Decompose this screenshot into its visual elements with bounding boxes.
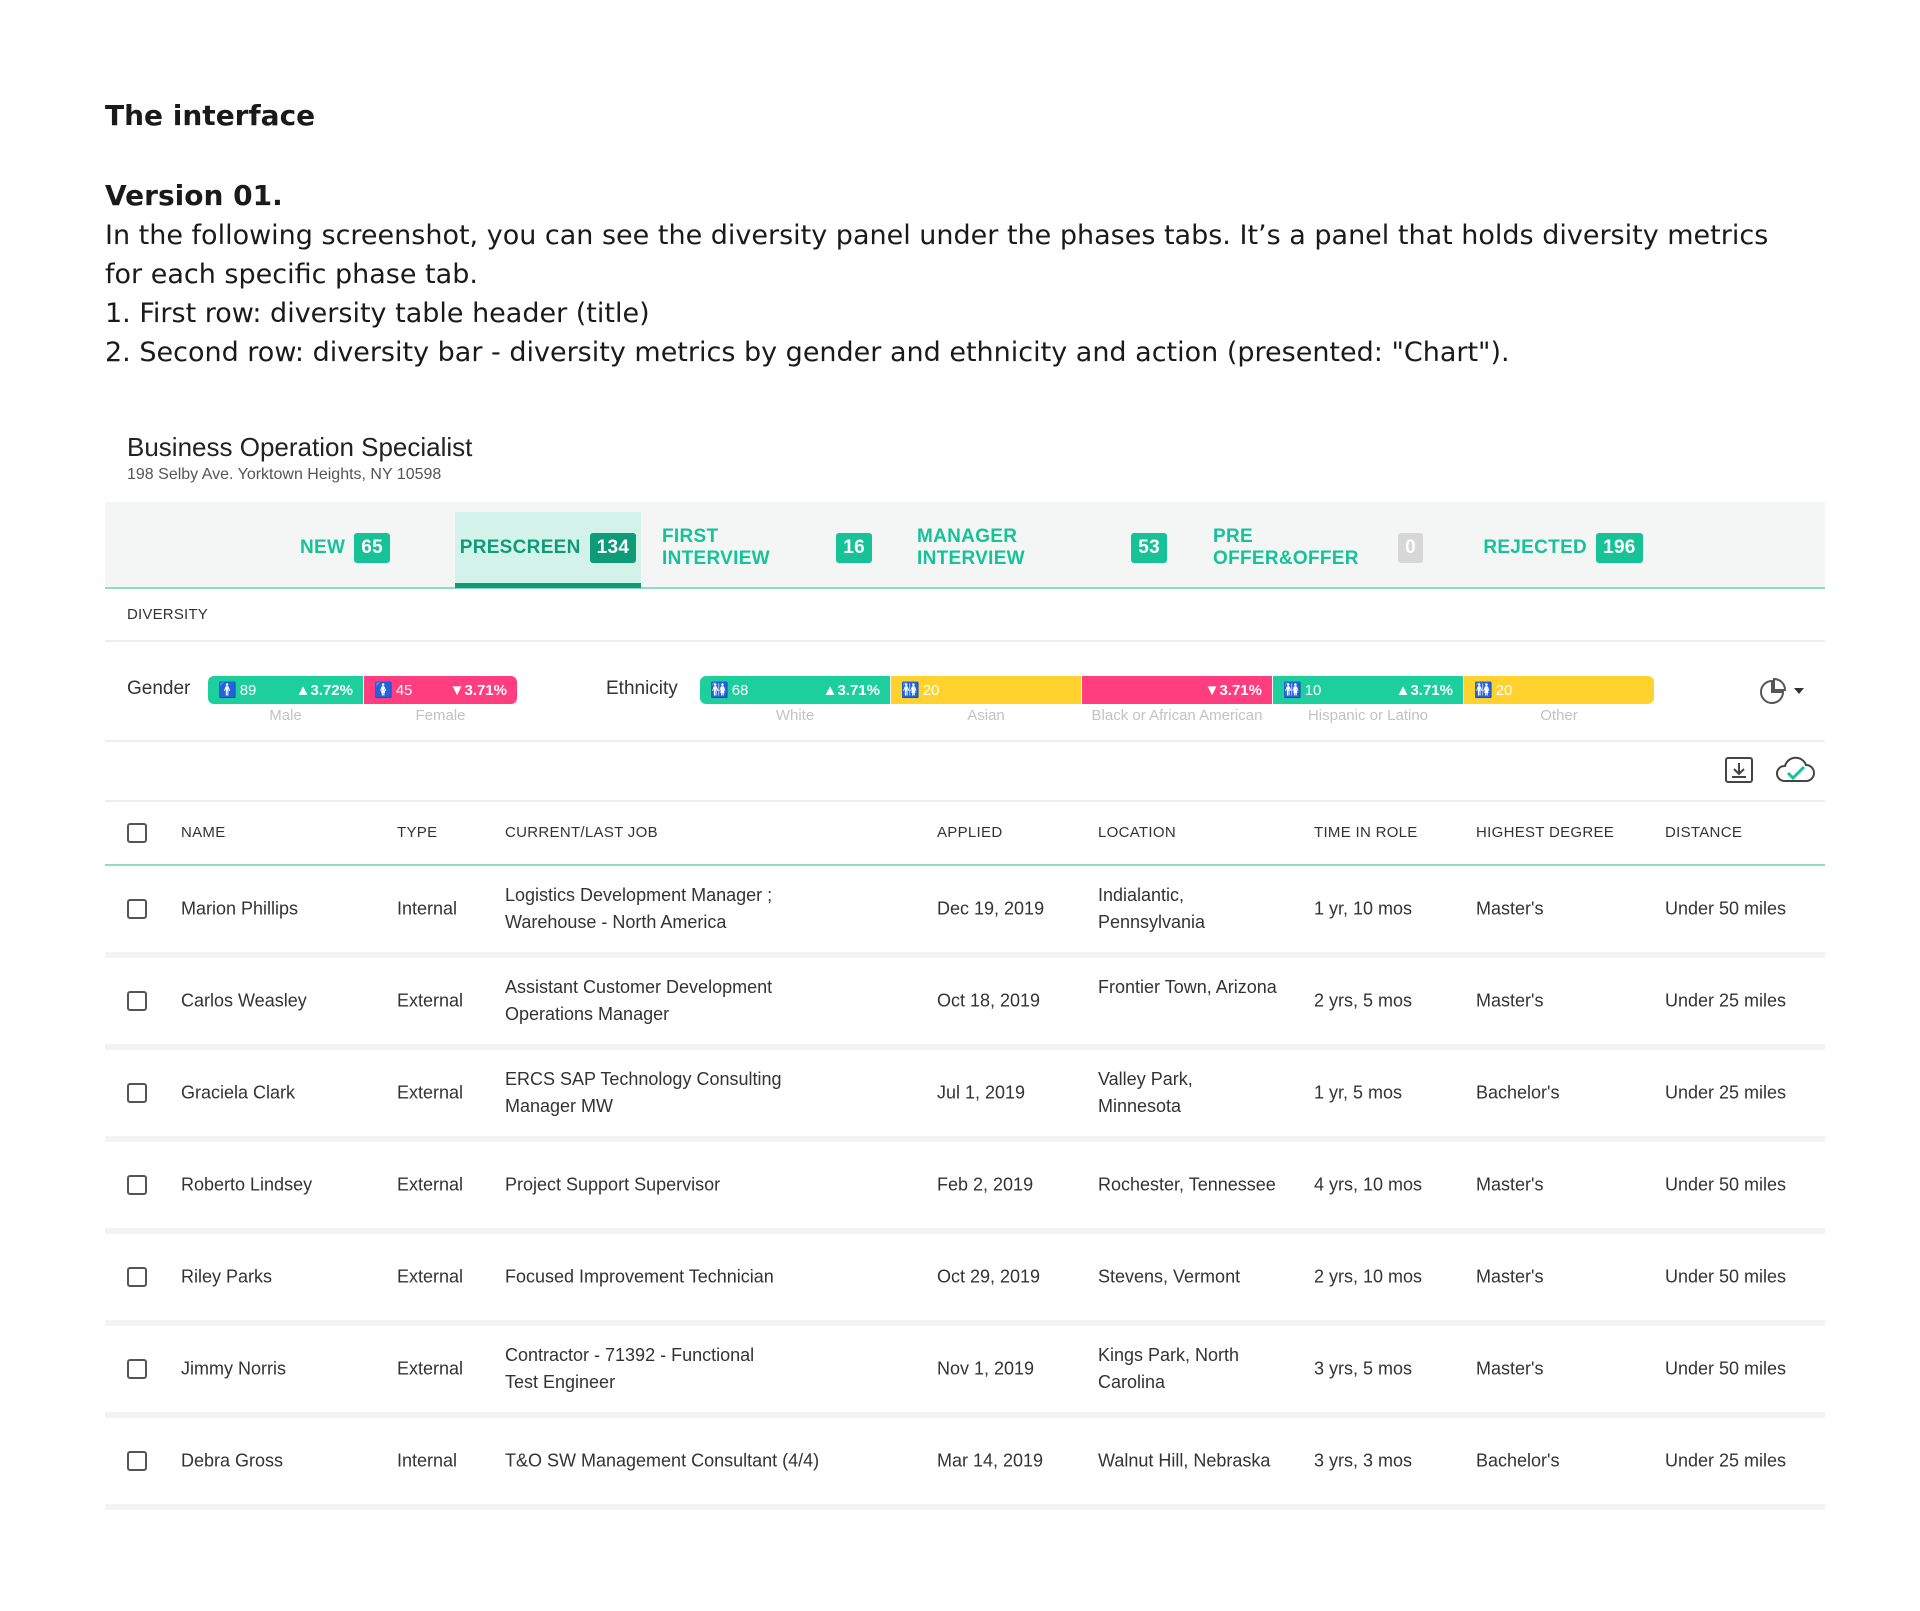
job-line: Test Engineer xyxy=(505,1372,616,1392)
table-row[interactable] xyxy=(105,1418,1825,1510)
segment-label: Female xyxy=(415,707,466,724)
tab-prescreen[interactable] xyxy=(455,512,641,584)
tab-count-badge: 196 xyxy=(1596,533,1643,563)
divider xyxy=(105,640,1825,642)
segment-change: ▼3.71% xyxy=(449,681,507,699)
candidate-applied: Oct 29, 2019 xyxy=(937,1266,1041,1287)
candidate-location xyxy=(1098,974,1277,1001)
segment-label: Other xyxy=(1540,707,1578,724)
tab-label: PRESCREEN xyxy=(459,537,581,558)
candidate-type: External xyxy=(397,1358,464,1379)
tab-label: PRE OFFER&OFFER xyxy=(1213,526,1359,569)
segment-count: 68 xyxy=(731,681,749,699)
document-intro xyxy=(105,96,1805,372)
doc-version: Version 01. xyxy=(105,179,283,212)
candidate-distance: Under 25 miles xyxy=(1665,990,1787,1011)
candidate-name[interactable]: Carlos Weasley xyxy=(181,990,307,1011)
job-line: Focused Improvement Technician xyxy=(505,1266,774,1287)
download-icon xyxy=(1722,754,1756,786)
location-line: Rochester, Tennessee xyxy=(1098,1174,1276,1195)
candidate-location xyxy=(1098,882,1205,936)
candidate-time-in-role: 1 yr, 5 mos xyxy=(1314,1082,1403,1103)
tab-count-badge: 0 xyxy=(1398,533,1423,563)
header-applied[interactable]: APPLIED xyxy=(937,824,1003,841)
job-line: Contractor - 71392 - Functional xyxy=(505,1345,755,1365)
gender-segment-male[interactable] xyxy=(208,676,363,704)
candidate-location xyxy=(1098,1172,1276,1199)
candidates-table xyxy=(105,800,1825,1510)
table-row[interactable] xyxy=(105,1050,1825,1142)
doc-line: 1. First row: diversity table header (title) xyxy=(105,298,650,329)
candidate-time-in-role: 2 yrs, 5 mos xyxy=(1314,990,1413,1011)
segment-label: Black or African American xyxy=(1091,707,1263,724)
person-icon: 🚹 xyxy=(218,682,234,699)
tab-label: REJECTED xyxy=(1483,537,1588,558)
tab-count-badge: 53 xyxy=(1131,533,1167,563)
job-line: Assistant Customer Development xyxy=(505,977,773,997)
segment-label: Hispanic or Latino xyxy=(1307,707,1429,724)
candidate-location xyxy=(1098,1066,1193,1120)
candidate-name[interactable]: Jimmy Norris xyxy=(181,1358,286,1379)
select-all-checkbox[interactable] xyxy=(127,823,147,843)
candidate-distance: Under 50 miles xyxy=(1665,898,1787,919)
segment-change: ▲3.72% xyxy=(295,681,353,699)
row-checkbox[interactable] xyxy=(127,1451,147,1471)
tab-new[interactable] xyxy=(295,512,395,584)
doc-line: 2. Second row: diversity bar - diversity metrics by gender and ethnicity and action (presented: "Chart"). xyxy=(105,337,1510,368)
candidate-distance: Under 50 miles xyxy=(1665,1174,1787,1195)
location-line: Minnesota xyxy=(1098,1096,1182,1116)
header-time-in-role[interactable]: TIME IN ROLE xyxy=(1314,824,1418,841)
candidate-job xyxy=(505,1448,819,1475)
segment-count: 20 xyxy=(1495,681,1513,699)
job-line: Manager MW xyxy=(505,1096,614,1116)
job-line: Logistics Development Manager ; xyxy=(505,885,773,905)
tab-label: FIRST INTERVIEW xyxy=(662,526,770,569)
candidate-name[interactable]: Debra Gross xyxy=(181,1450,284,1471)
job-line: Operations Manager xyxy=(505,1004,670,1024)
candidate-applied: Oct 18, 2019 xyxy=(937,990,1041,1011)
people-icon: 🚻 xyxy=(1474,682,1490,699)
candidate-name[interactable]: Riley Parks xyxy=(181,1266,273,1287)
cloud-check-icon xyxy=(1774,754,1816,786)
candidate-applied: Jul 1, 2019 xyxy=(937,1082,1026,1103)
location-line: Carolina xyxy=(1098,1372,1166,1392)
candidate-type: Internal xyxy=(397,1450,458,1471)
people-icon: 🚻 xyxy=(1283,682,1299,699)
segment-label: Asian xyxy=(967,707,1005,724)
doc-heading: The interface xyxy=(105,99,316,132)
candidate-degree: Master's xyxy=(1476,1174,1544,1195)
candidate-degree: Master's xyxy=(1476,898,1544,919)
table-row[interactable] xyxy=(105,1142,1825,1234)
location-line: Valley Park, xyxy=(1098,1069,1193,1089)
candidate-type: Internal xyxy=(397,898,458,919)
segment-change: ▲3.71% xyxy=(822,681,880,699)
people-icon: 🚻 xyxy=(710,682,726,699)
segment-count: 20 xyxy=(922,681,940,699)
candidate-location xyxy=(1098,1264,1240,1291)
candidate-job xyxy=(505,1264,774,1291)
segment-label: Male xyxy=(269,707,302,724)
diversity-title: DIVERSITY xyxy=(127,606,208,623)
candidate-job xyxy=(505,974,772,1028)
ethnicity-label: Ethnicity xyxy=(606,678,678,699)
candidate-job xyxy=(505,1172,720,1199)
candidate-distance: Under 25 miles xyxy=(1665,1082,1787,1103)
candidate-name[interactable]: Roberto Lindsey xyxy=(181,1174,313,1195)
header-job[interactable]: CURRENT/LAST JOB xyxy=(505,824,658,841)
ethnicity-segment-other[interactable] xyxy=(1464,676,1654,704)
table-row[interactable] xyxy=(105,1234,1825,1326)
candidate-degree: Master's xyxy=(1476,990,1544,1011)
row-checkbox[interactable] xyxy=(127,1083,147,1103)
location-line: Pennsylvania xyxy=(1098,912,1206,932)
header-distance[interactable]: DISTANCE xyxy=(1665,824,1743,841)
pie-chart-icon xyxy=(1758,676,1788,706)
tab-first-interview[interactable] xyxy=(662,512,872,584)
people-icon: 🚻 xyxy=(901,682,917,699)
job-line: Warehouse - North America xyxy=(505,912,727,932)
tab-label: MANAGER INTERVIEW xyxy=(917,526,1025,569)
header-location[interactable]: LOCATION xyxy=(1098,824,1176,841)
row-checkbox[interactable] xyxy=(127,899,147,919)
ethnicity-segment-hispanic[interactable] xyxy=(1273,676,1463,704)
header-highest-degree[interactable]: HIGHEST DEGREE xyxy=(1476,824,1615,841)
download-button[interactable] xyxy=(1722,754,1758,786)
job-line: Project Support Supervisor xyxy=(505,1174,721,1195)
candidate-applied: Nov 1, 2019 xyxy=(937,1358,1035,1379)
candidate-type: External xyxy=(397,1082,464,1103)
row-checkbox[interactable] xyxy=(127,991,147,1011)
candidate-job xyxy=(505,1342,754,1396)
cloud-sync-button[interactable] xyxy=(1774,754,1816,786)
segment-count: 89 xyxy=(239,681,257,699)
row-checkbox[interactable] xyxy=(127,1267,147,1287)
tab-manager-interview[interactable] xyxy=(917,512,1167,584)
ethnicity-segment-white[interactable] xyxy=(700,676,890,704)
candidate-location xyxy=(1098,1448,1270,1475)
segment-count: 10 xyxy=(1304,681,1322,699)
table-header xyxy=(105,800,1825,866)
phase-tabs xyxy=(105,502,1825,589)
gender-segment-female[interactable] xyxy=(364,676,517,704)
candidate-job xyxy=(505,882,772,936)
location-line: Indialantic, xyxy=(1098,885,1185,905)
candidate-degree: Master's xyxy=(1476,1266,1544,1287)
job-line: ERCS SAP Technology Consulting xyxy=(505,1069,782,1089)
chart-toggle-button[interactable] xyxy=(1758,676,1806,706)
ethnicity-segment-black[interactable] xyxy=(1082,676,1272,704)
location-line: Walnut Hill, Nebraska xyxy=(1098,1450,1271,1471)
table-row[interactable] xyxy=(105,958,1825,1050)
job-title: Business Operation Specialist xyxy=(127,432,473,462)
gender-label: Gender xyxy=(127,678,191,699)
candidate-time-in-role: 3 yrs, 3 mos xyxy=(1314,1450,1413,1471)
job-line: T&O SW Management Consultant (4/4) xyxy=(505,1450,820,1471)
segment-change: ▼3.71% xyxy=(1204,681,1262,699)
location-line: Stevens, Vermont xyxy=(1098,1266,1241,1287)
table-row[interactable] xyxy=(105,866,1825,958)
header-name[interactable]: NAME xyxy=(181,824,226,841)
candidate-applied: Mar 14, 2019 xyxy=(937,1450,1044,1471)
candidate-type: External xyxy=(397,1266,464,1287)
job-address: 198 Selby Ave. Yorktown Heights, NY 10598 xyxy=(127,466,442,483)
row-checkbox[interactable] xyxy=(127,1175,147,1195)
candidate-name[interactable]: Graciela Clark xyxy=(181,1082,296,1103)
candidate-name[interactable]: Marion Phillips xyxy=(181,898,299,919)
candidate-time-in-role: 1 yr, 10 mos xyxy=(1314,898,1413,919)
candidate-distance: Under 50 miles xyxy=(1665,1266,1787,1287)
tab-label: NEW xyxy=(300,537,346,558)
candidate-applied: Dec 19, 2019 xyxy=(937,898,1045,919)
candidate-job xyxy=(505,1066,782,1120)
candidate-degree: Bachelor's xyxy=(1476,1450,1560,1471)
segment-label: White xyxy=(775,707,815,724)
location-line: Frontier Town, Arizona xyxy=(1098,977,1277,997)
candidate-type: External xyxy=(397,1174,464,1195)
person-icon: 🚺 xyxy=(374,682,390,699)
table-row[interactable] xyxy=(105,1326,1825,1418)
row-checkbox[interactable] xyxy=(127,1359,147,1379)
candidate-applied: Feb 2, 2019 xyxy=(937,1174,1034,1195)
tab-count-badge: 65 xyxy=(354,533,390,563)
candidate-degree: Master's xyxy=(1476,1358,1544,1379)
tab-rejected[interactable] xyxy=(1478,512,1648,584)
tab-count-badge: 134 xyxy=(590,533,637,563)
candidate-distance: Under 50 miles xyxy=(1665,1358,1787,1379)
candidate-location xyxy=(1098,1342,1239,1396)
doc-line: In the following screenshot, you can see the diversity panel under the phases tabs. It’s a panel that holds diversity metrics xyxy=(105,220,1769,251)
ethnicity-segment-asian[interactable] xyxy=(891,676,1081,704)
segment-change: ▲3.71% xyxy=(1395,681,1453,699)
location-line: Kings Park, North xyxy=(1098,1345,1240,1365)
tab-count-badge: 16 xyxy=(836,533,872,563)
divider xyxy=(105,740,1825,742)
candidate-distance: Under 25 miles xyxy=(1665,1450,1787,1471)
tab-pre-offer-offer[interactable] xyxy=(1213,512,1423,584)
chevron-down-icon xyxy=(1792,686,1806,696)
candidate-type: External xyxy=(397,990,464,1011)
segment-count: 45 xyxy=(395,681,413,699)
candidate-degree: Bachelor's xyxy=(1476,1082,1560,1103)
candidate-time-in-role: 4 yrs, 10 mos xyxy=(1314,1174,1423,1195)
candidate-time-in-role: 2 yrs, 10 mos xyxy=(1314,1266,1423,1287)
header-type[interactable]: TYPE xyxy=(397,824,438,841)
candidate-time-in-role: 3 yrs, 5 mos xyxy=(1314,1358,1413,1379)
doc-line: for each specific phase tab. xyxy=(105,259,478,290)
